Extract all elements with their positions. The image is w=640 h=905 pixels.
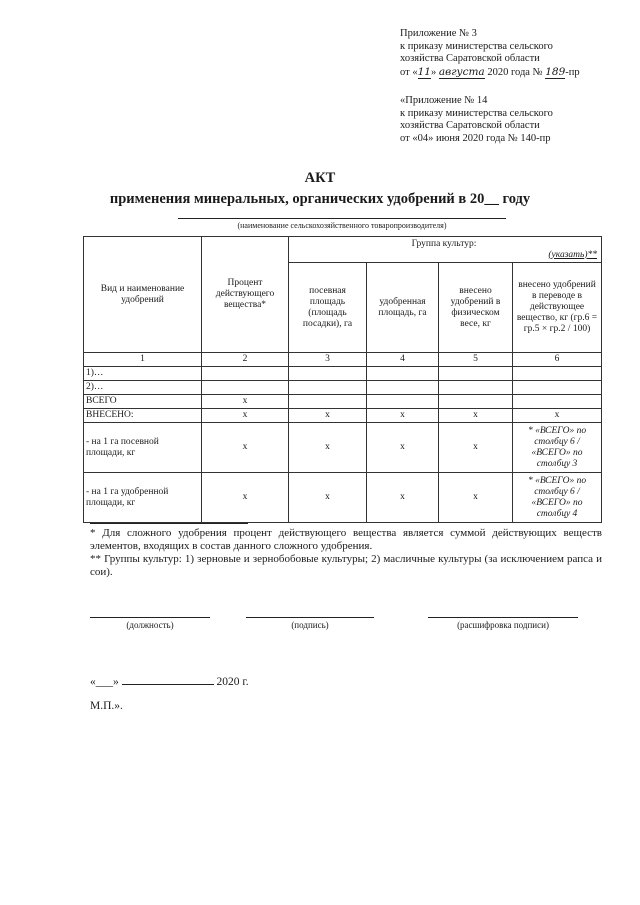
document-title bbox=[0, 170, 640, 208]
table-cell bbox=[289, 367, 367, 381]
date-day: «___» bbox=[90, 676, 122, 688]
row-label: 2)… bbox=[84, 381, 202, 395]
appendix-prev-block bbox=[400, 95, 600, 145]
table-row bbox=[84, 409, 602, 423]
col-number: 5 bbox=[439, 353, 513, 367]
table-row bbox=[84, 395, 602, 409]
appendix-month-handwritten: августа bbox=[438, 65, 485, 78]
table-cell: x bbox=[202, 473, 289, 523]
header-applied-physical: внесено удобрений в физическом весе, кг bbox=[439, 263, 513, 353]
appendix-block bbox=[400, 28, 600, 79]
table-cell: x bbox=[367, 473, 439, 523]
appendix-year: 2020 года № bbox=[484, 66, 543, 78]
footnote-1: * Для сложного удобрения процент действующего вещества является суммой действующих веществ элементов, входящих в состав данного сложного удобрения. bbox=[90, 527, 602, 552]
table-cell-formula: * «ВСЕГО» по столбцу 6 / «ВСЕГО» по столбцу 4 bbox=[513, 473, 602, 523]
date-month-blank bbox=[122, 684, 214, 685]
row-label: 1)… bbox=[84, 367, 202, 381]
appendix-number-suffix: -пр bbox=[565, 66, 580, 78]
appendix-line3: хозяйства Саратовской области bbox=[400, 53, 540, 64]
position-line bbox=[90, 617, 210, 618]
table-cell: x bbox=[439, 409, 513, 423]
header-fertilizer-type: Вид и наименование удобрений bbox=[84, 237, 202, 353]
appendix-day-handwritten: 11 bbox=[417, 65, 431, 78]
appendix-line1: Приложение № 3 bbox=[400, 28, 477, 39]
table-cell: x bbox=[367, 423, 439, 473]
row-label: ВСЕГО bbox=[84, 395, 202, 409]
table-cell: x bbox=[289, 409, 367, 423]
organization-name-line bbox=[178, 218, 506, 219]
table-cell bbox=[513, 395, 602, 409]
table-cell-formula: * «ВСЕГО» по столбцу 6 / «ВСЕГО» по столбцу 3 bbox=[513, 423, 602, 473]
header-crop-group bbox=[289, 237, 602, 263]
appendix-line2: к приказу министерства сельского bbox=[400, 40, 553, 52]
table-cell: x bbox=[439, 473, 513, 523]
table-cell bbox=[202, 381, 289, 395]
appendix-number-handwritten: 189 bbox=[545, 65, 566, 78]
table-row bbox=[84, 473, 602, 523]
table-cell bbox=[202, 367, 289, 381]
table-cell: x bbox=[202, 423, 289, 473]
date-line bbox=[90, 676, 249, 688]
table-row bbox=[84, 423, 602, 473]
row-label: - на 1 га посевной площади, кг bbox=[84, 423, 202, 473]
decoding-caption: (расшифровка подписи) bbox=[457, 620, 549, 630]
header-specify: (указать)** bbox=[548, 249, 598, 260]
col-number: 2 bbox=[202, 353, 289, 367]
organization-caption: (наименование сельскохозяйственного товаропроизводителя) bbox=[237, 221, 447, 230]
appendix-date-mid: » bbox=[430, 66, 437, 78]
footnote-separator bbox=[90, 523, 248, 524]
table-cell: x bbox=[439, 423, 513, 473]
signature-line bbox=[246, 617, 374, 618]
table-cell bbox=[289, 381, 367, 395]
appendix-prev-line1: «Приложение № 14 bbox=[400, 95, 488, 106]
table-cell bbox=[439, 367, 513, 381]
date-year: 2020 г. bbox=[216, 676, 249, 688]
title-line1: АКТ bbox=[304, 170, 336, 186]
table-cell bbox=[289, 395, 367, 409]
table-cell bbox=[513, 367, 602, 381]
appendix-date-prefix: от « bbox=[400, 66, 418, 78]
table-cell bbox=[367, 395, 439, 409]
header-crop-group-label: Группа культур: bbox=[411, 238, 477, 249]
table-cell bbox=[367, 367, 439, 381]
position-caption: (должность) bbox=[126, 620, 174, 630]
decoding-line bbox=[428, 617, 578, 618]
table-cell: x bbox=[289, 473, 367, 523]
col-number: 4 bbox=[367, 353, 439, 367]
appendix-prev-line2: к приказу министерства сельского bbox=[400, 107, 553, 119]
table-cell bbox=[439, 381, 513, 395]
table-cell: x bbox=[202, 395, 289, 409]
title-line2: применения минеральных, органических удобрений в 20__ году bbox=[109, 191, 531, 207]
signature-caption: (подпись) bbox=[291, 620, 329, 630]
row-label: - на 1 га удобренной площади, кг bbox=[84, 473, 202, 523]
fertilizer-table bbox=[83, 236, 602, 523]
header-active-percent: Процент действующего вещества* bbox=[202, 237, 289, 353]
table-row bbox=[84, 381, 602, 395]
col-number: 1 bbox=[84, 353, 202, 367]
footnotes bbox=[90, 527, 602, 579]
table-cell bbox=[513, 381, 602, 395]
stamp-place: М.П.». bbox=[90, 700, 123, 712]
table-cell: x bbox=[513, 409, 602, 423]
table-cell: x bbox=[202, 409, 289, 423]
header-fertilized-area: удобренная площадь, га bbox=[367, 263, 439, 353]
col-number: 6 bbox=[513, 353, 602, 367]
header-sown-area: посевная площадь (площадь посадки), га bbox=[289, 263, 367, 353]
appendix-prev-line3: хозяйства Саратовской области bbox=[400, 120, 540, 131]
row-label: ВНЕСЕНО: bbox=[84, 409, 202, 423]
footnote-2: ** Группы культур: 1) зерновые и зернобобовые культуры; 2) масличные культуры (за исключением рапса и сои). bbox=[90, 553, 602, 578]
appendix-prev-line4: от «04» июня 2020 года № 140-пр bbox=[400, 132, 551, 144]
table-cell bbox=[439, 395, 513, 409]
table-cell: x bbox=[367, 409, 439, 423]
header-applied-active: внесено удобрений в переводе в действующее вещество, кг (гр.6 = гр.5 × гр.2 / 100) bbox=[513, 263, 602, 353]
col-number: 3 bbox=[289, 353, 367, 367]
table-cell: x bbox=[289, 423, 367, 473]
table-row bbox=[84, 367, 602, 381]
table-cell bbox=[367, 381, 439, 395]
appendix-line4 bbox=[400, 66, 600, 80]
